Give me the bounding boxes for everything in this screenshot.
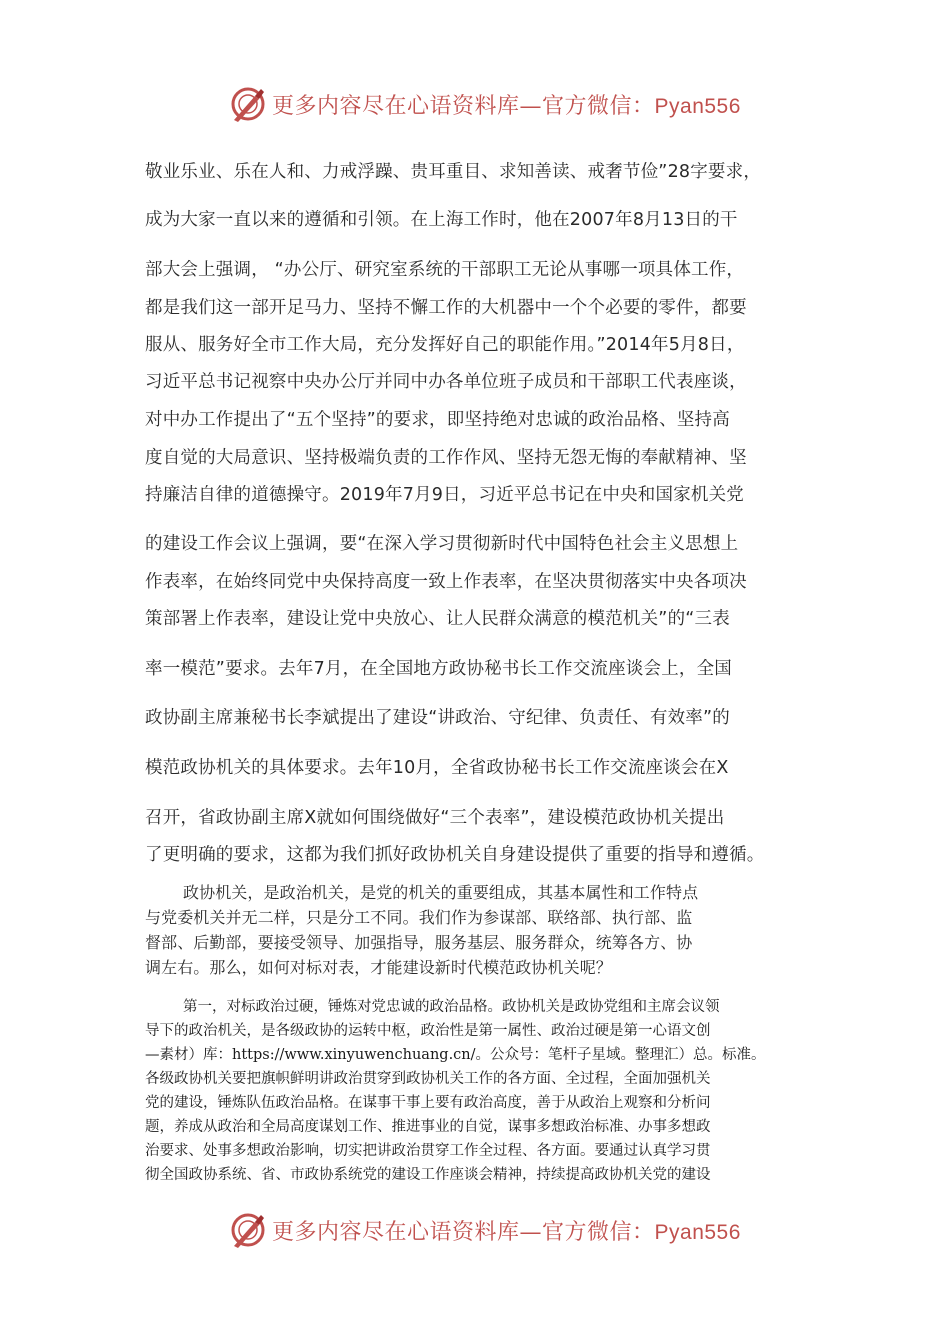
pen-logo-icon — [228, 84, 268, 124]
p1-line: 作表率，在始终同党中央保持高度一致上作表率，在坚决贯彻落实中央各项决 — [145, 572, 747, 592]
p1-line: 持廉洁自律的道德操守。2019年7月9日，习近平总书记在中央和国家机关党 — [145, 485, 745, 505]
p1-line: 成为大家一直以来的遵循和引领。在上海工作时，他在2007年8月13日的干 — [145, 210, 738, 230]
p2-line: 督部、后勤部，要接受领导、加强指导，服务基层、服务群众，统筹各方、协 — [145, 933, 693, 952]
footer-banner-label: 更多内容尽在心语资料库—官方微信： — [272, 1219, 655, 1245]
p3-line: 各级政协机关要把旗帜鲜明讲政治贯穿到政协机关工作的各方面、全过程，全面加强机关 — [145, 1071, 711, 1087]
header-banner-wechat-id: Pyan556 — [654, 94, 741, 118]
footer-banner-text — [272, 1215, 741, 1246]
p1-line: 率一模范”要求。去年7月，在全国地方政协秘书长工作交流座谈会上，全国 — [145, 659, 732, 679]
p2-line: 与党委机关并无二样，只是分工不同。我们作为参谋部、联络部、执行部、监 — [145, 908, 693, 927]
p3-line: 第一，对标政治过硬，锤炼对党忠诚的政治品格。政协机关是政协党组和主席会议领 — [183, 999, 720, 1015]
p3-line: 治要求、处事多想政治影响，切实把讲政治贯穿工作全过程、各方面。要通过认真学习贯 — [145, 1143, 711, 1159]
pen-logo-icon — [228, 1210, 268, 1250]
p1-line: 服从、服务好全市工作大局，充分发挥好自己的职能作用。”2014年5月8日， — [145, 335, 745, 355]
footer-banner — [228, 1208, 748, 1252]
p3-line: 党的建设，锤炼队伍政治品格。在谋事干事上要有政治高度，善于从政治上观察和分析问 — [145, 1095, 711, 1111]
p2-line: 调左右。那么，如何对标对表，才能建设新时代模范政协机关呢？ — [145, 958, 612, 977]
p1-line: 部大会上强调， “办公厅、研究室系统的干部职工无论从事哪一项具体工作， — [145, 260, 745, 280]
p1-line: 敬业乐业、乐在人和、力戒浮躁、贵耳重目、求知善读、戒奢节俭”28字要求， — [145, 162, 762, 182]
p1-line: 度自觉的大局意识、坚持极端负责的工作作风、坚持无怨无悔的奉献精神、坚 — [145, 448, 747, 468]
p3-line: —素材）库：https://www.xinyuwenchuang.cn/。公众号：笔杆子星域。整理汇）总。标准。 — [145, 1047, 766, 1063]
p2-line: 政协机关，是政治机关，是党的机关的重要组成，其基本属性和工作特点 — [183, 883, 699, 902]
p1-line: 模范政协机关的具体要求。去年10月，全省政协秘书长工作交流座谈会在X — [145, 758, 729, 778]
p1-line: 都是我们这一部开足马力、坚持不懈工作的大机器中一个个必要的零件，都要 — [145, 298, 747, 318]
p3-line: 题，养成从政治和全局高度谋划工作、推进事业的自觉，谋事多想政治标准、办事多想政 — [145, 1119, 711, 1135]
header-banner — [228, 82, 748, 126]
p1-line: 策部署上作表率，建设让党中央放心、让人民群众满意的模范机关”的“三表 — [145, 609, 730, 629]
p1-line: 召开，省政协副主席X就如何围绕做好“三个表率”，建设模范政协机关提出 — [145, 808, 725, 828]
header-banner-text — [272, 89, 741, 120]
footer-banner-wechat-id: Pyan556 — [654, 1220, 741, 1244]
header-banner-label: 更多内容尽在心语资料库—官方微信： — [272, 93, 655, 119]
p3-line: 彻全国政协系统、省、市政协系统党的建设工作座谈会精神，持续提高政协机关党的建设 — [145, 1167, 711, 1183]
p1-line: 政协副主席兼秘书长李斌提出了建设“讲政治、守纪律、负责任、有效率”的 — [145, 708, 730, 728]
p1-line: 对中办工作提出了“五个坚持”的要求，即坚持绝对忠诚的政治品格、坚持高 — [145, 410, 730, 430]
p1-line: 习近平总书记视察中央办公厅并同中办各单位班子成员和干部职工代表座谈， — [145, 372, 747, 392]
p1-line: 的建设工作会议上强调，要“在深入学习贯彻新时代中国特色社会主义思想上 — [145, 534, 739, 554]
p3-line: 导下的政治机关，是各级政协的运转中枢，政治性是第一属性、政治过硬是第一心语文创 — [145, 1023, 711, 1039]
p1-line: 了更明确的要求，这都为我们抓好政协机关自身建设提供了重要的指导和遵循。 — [145, 845, 765, 865]
